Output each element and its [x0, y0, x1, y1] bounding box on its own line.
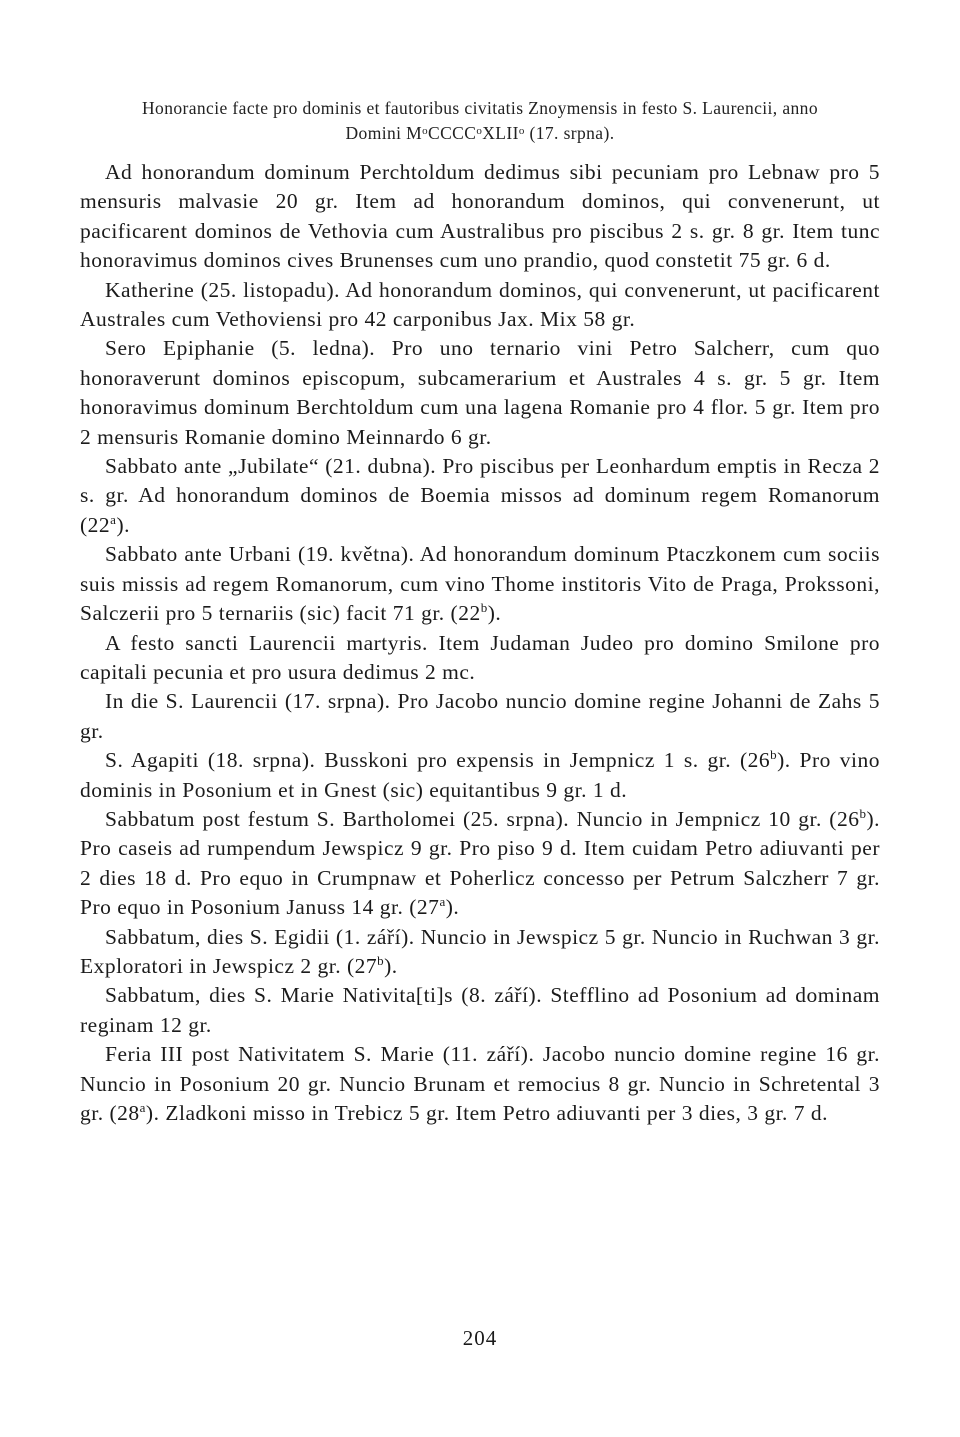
footnote-marker: a: [110, 511, 117, 527]
section-heading: [80, 96, 880, 146]
entry-text: Ad honorandum dominum Perchtoldum dedimus sibi pecuniam pro Lebnaw pro 5 mensuris malvasie 20 gr. Item ad honorandum dominos, qui convenerunt, ut pacificarent dominos de Vethovia cum Australibus pro piscibus 2 s. gr. 8 gr. Item tunc honoravimus dominos cives Brunenses cum uno prandio, quod constetit 75 gr. 6 d.: [80, 160, 880, 273]
entry-text: ). Pro vino dominis in Posonium et in Gnest (sic) equitantibus 9 gr. 1 d.: [80, 748, 880, 802]
entry-text: Sero Epiphanie (5. ledna). Pro uno ternario vini Petro Salcherr, cum quo honoraverunt dominos episcopum, subcamerarium et Australes 4 s. gr. 5 gr. Item honoravimus dominum Berchtoldum cum una lagena Romanie pro 4 flor. 5 gr. Item pro 2 mensuris Romanie domino Meinnardo 6 gr.: [80, 336, 880, 449]
entry-text: ).: [384, 953, 398, 978]
entry-text: ). Zladkoni misso in Trebicz 5 gr. Item Petro adiuvanti per 3 dies, 3 gr. 7 d.: [145, 1101, 829, 1125]
entry-text: ).: [116, 512, 130, 537]
entry-text: A festo sancti Laurencii martyris. Item Judaman Judeo pro domino Smilone pro capitali pecunia et pro usura dedimus 2 mc.: [80, 630, 880, 684]
document-body: [80, 158, 880, 1128]
entry-text: ).: [487, 601, 502, 626]
footnote-marker: b: [770, 747, 778, 763]
entry-text: Feria III post Nativitatem S. Marie (11. září). Jacobo nuncio domine regine 16 gr. Nuncio in Posonium 20 gr. Nuncio Brunam et remocius 8 gr. Nuncio in Schretental 3 gr. (28: [80, 1042, 880, 1125]
entry-paragraph: [80, 540, 880, 628]
footnote-marker: b: [480, 600, 488, 616]
entry-paragraph: [80, 923, 880, 982]
entry-paragraph: [80, 687, 880, 746]
entry-text: Sabbato ante „Jubilate“ (21. dubna). Pro piscibus per Leonhardum emptis in Recza 2 s. gr. Ad honorandum dominos de Boemia missos ad dominum regem Romanorum (22: [80, 454, 880, 537]
entry-paragraph: [80, 981, 880, 1040]
page-number: 204: [462, 1326, 498, 1350]
footnote-marker: b: [859, 805, 867, 821]
footnote-marker: a: [139, 1100, 146, 1115]
entry-paragraph: [80, 158, 880, 276]
entry-paragraph: [80, 276, 880, 335]
entry-paragraph: [80, 805, 880, 923]
entry-paragraph: [80, 1040, 880, 1128]
entry-text: ). Pro caseis ad rumpendum Jewspicz 9 gr. Pro piso 9 d. Item cuidam Petro adiuvanti per 2 dies 18 d. Pro equo in Crumpnaw et Poherlicz concesso per Petrum Salczherr 7 gr. Pro equo in Posonium Januss 14 gr. (27: [80, 806, 880, 920]
entry-text: Sabbatum, dies S. Egidii (1. září). Nuncio in Jewspicz 5 gr. Nuncio in Ruchwan 3 gr. Exploratori in Jewspicz 2 gr. (27: [80, 924, 880, 978]
heading-line-2: Domini $M^oCCCC^oXLII^o$ (17. srpna).: [345, 123, 615, 143]
entry-text: In die S. Laurencii (17. srpna). Pro Jacobo nuncio domine regine Johanni de Zahs 5 gr.: [80, 689, 880, 743]
entry-paragraph: [80, 629, 880, 688]
heading-line-1: Honorancie facte pro dominis et fautoribus civitatis Znoymensis in festo S. Laurencii, anno: [142, 98, 818, 118]
entry-text: Sabbato ante Urbani (19. května). Ad honorandum dominum Ptaczkonem cum sociis suis missis ad regem Romanorum, cum vino Thome institoris Vito de Praga, Prokssoni, Salczerii pro 5 ternariis (sic) facit 71 gr. (22: [80, 542, 880, 626]
entry-text: Katherine (25. listopadu). Ad honorandum dominos, qui convenerunt, ut pacificarent Australes cum Vethoviensi pro 42 carponibus Jax. Mix 58 gr.: [80, 277, 880, 332]
footnote-marker: a: [439, 894, 446, 910]
entry-text: Sabbatum, dies S. Marie Nativita[ti]s (8. září). Stefflino ad Posonium ad dominam reginam 12 gr.: [80, 983, 880, 1037]
entry-paragraph: [80, 746, 880, 805]
entry-paragraph: [80, 452, 880, 540]
document-page: [80, 96, 880, 1128]
footnote-marker: b: [377, 952, 385, 968]
entry-text: Sabbatum post festum S. Bartholomei (25. srpna). Nuncio in Jempnicz 10 gr. (26: [105, 806, 860, 831]
entry-text: ).: [445, 895, 460, 920]
entry-paragraph: [80, 334, 880, 452]
entry-text: S. Agapiti (18. srpna). Busskoni pro expensis in Jempnicz 1 s. gr. (26: [105, 748, 771, 773]
